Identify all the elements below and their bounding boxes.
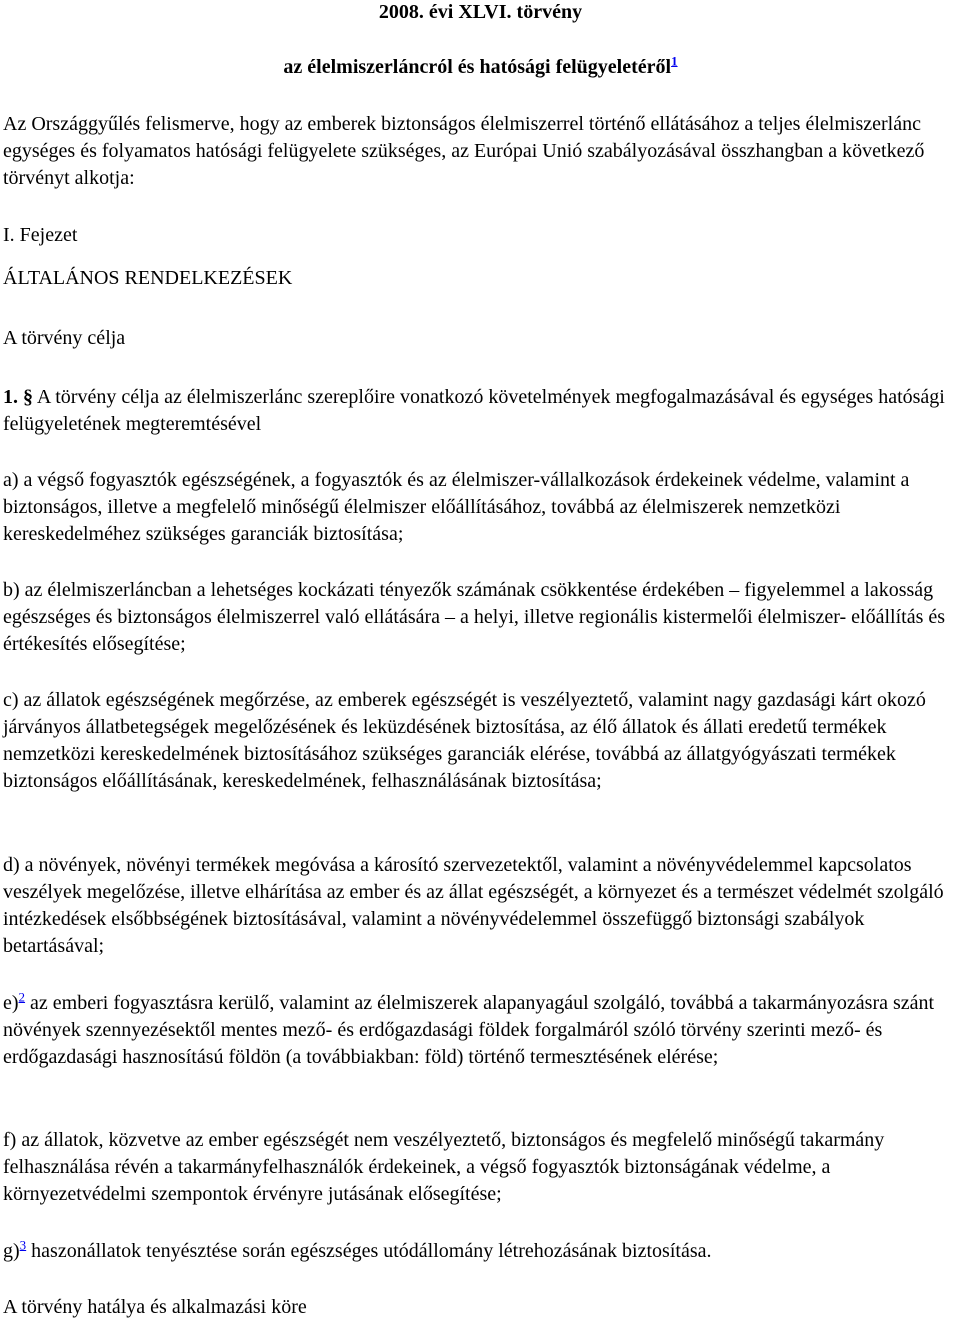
item-label: e) (3, 992, 19, 1014)
section-1 (3, 384, 958, 438)
item-text: az emberi fogyasztásra kerülő, valamint az élelmiszerek alapanyagául szolgáló, továbbá a takarmányozásra szánt növények szennyezésektől mentes mező- és erdőgazdasági földek forgalmáról szóló törvény szerinti mező- és erdőgazdasági hasznosítású földön (a továbbiakban: föld) történő termesztésének elérése; (3, 992, 935, 1068)
chapter-title: ÁLTALÁNOS RENDELKEZÉSEK (3, 267, 293, 289)
next-section-heading: A törvény hatálya és alkalmazási köre (3, 1296, 307, 1318)
law-subtitle-text: az élelmiszerláncról és hatósági felügyeletéről (283, 56, 672, 78)
list-item-e (3, 990, 958, 1071)
law-subtitle (3, 54, 958, 81)
item-text: a végső fogyasztók egészségének, a fogyasztók és az élelmiszer-vállalkozások érdekeinek védelme, valamint a biztonságos, illetve a megfelelő minőségű élelmiszer előállításához, továbbá az élelmiszerek nemzetközi kereskedelméhez szükséges garanciák biztosítása; (3, 469, 910, 545)
item-label: d) (3, 854, 20, 876)
footnote-link-1[interactable]: 1 (671, 53, 678, 69)
item-text: haszonállatok tenyésztése során egészséges utódállomány létrehozásának biztosítása. (31, 1240, 712, 1262)
list-item-b (3, 577, 958, 658)
item-label: b) (3, 579, 20, 601)
item-text: az élelmiszerláncban a lehetséges kockázati tényezők számának csökkentése érdekében – figyelemmel a lakosság egészséges és biztonságos élelmiszerrel való ellátására – a helyi, illetve regionális kistermelői élelmiszer- előállítás és értékesítés elősegítése; (3, 579, 946, 655)
footnote-link-2[interactable]: 2 (18, 989, 26, 1005)
item-label: a) (3, 469, 19, 491)
section-sign: § (23, 386, 33, 408)
preamble: Az Országgyűlés felismerve, hogy az emberek biztonságos élelmiszerrel történő ellátásához a teljes élelmiszerlánc egységes és folyamatos hatósági felügyelete szükséges, az Európai Unió szabályozásával összhangban a következő törvényt alkotja: (3, 113, 925, 189)
section-heading: A törvény célja (3, 327, 126, 349)
list-item-g (3, 1238, 958, 1265)
chapter-number: I. Fejezet (3, 224, 78, 246)
item-text: a növények, növényi termékek megóvása a károsító szervezetektől, valamint a növényvédelemmel kapcsolatos veszélyek megelőzése, illetve elhárítása az ember és az állat egészségét, a környezet és a természet védelmét szolgáló intézkedések elsőbbségének biztosításával, valamint a növényvédelemmel összefüggő biztonsági szabályok betartásával; (3, 854, 944, 957)
law-title: 2008. évi XLVI. törvény (378, 1, 583, 23)
footnote-link-3[interactable]: 3 (19, 1237, 27, 1253)
section-number: 1. (3, 386, 18, 408)
list-item-c (3, 687, 958, 795)
item-label: f) (3, 1129, 17, 1151)
item-text: az állatok egészségének megőrzése, az emberek egészségét is veszélyeztető, valamint nagy gazdasági kárt okozó járványos állatbetegségek megelőzésének és leküzdésének biztosítása, az élő állatok és állati eredetű termékek nemzetközi kereskedelmének biztosításához szükséges garanciák elérése, továbbá az állatgyógyászati termékek biztonságos előállításának, kereskedelmének, felhasználásának biztosítása; (3, 689, 926, 792)
list-item-f (3, 1127, 958, 1208)
list-item-d (3, 852, 958, 960)
item-text: az állatok, közvetve az ember egészségét nem veszélyeztető, biztonságos és megfelelő minőségű takarmány felhasználása révén a takarmányfelhasználók érdekeinek, a végső fogyasztók biztonságának védelme, a környezetvédelmi szempontok érvényre jutásának elősegítése; (3, 1129, 885, 1205)
item-label: g) (3, 1240, 20, 1262)
item-label: c) (3, 689, 19, 711)
list-item-a (3, 467, 958, 548)
section-text: A törvény célja az élelmiszerlánc szereplőire vonatkozó követelmények megfogalmazásával és egységes hatósági felügyeletének megteremtésével (3, 386, 945, 435)
